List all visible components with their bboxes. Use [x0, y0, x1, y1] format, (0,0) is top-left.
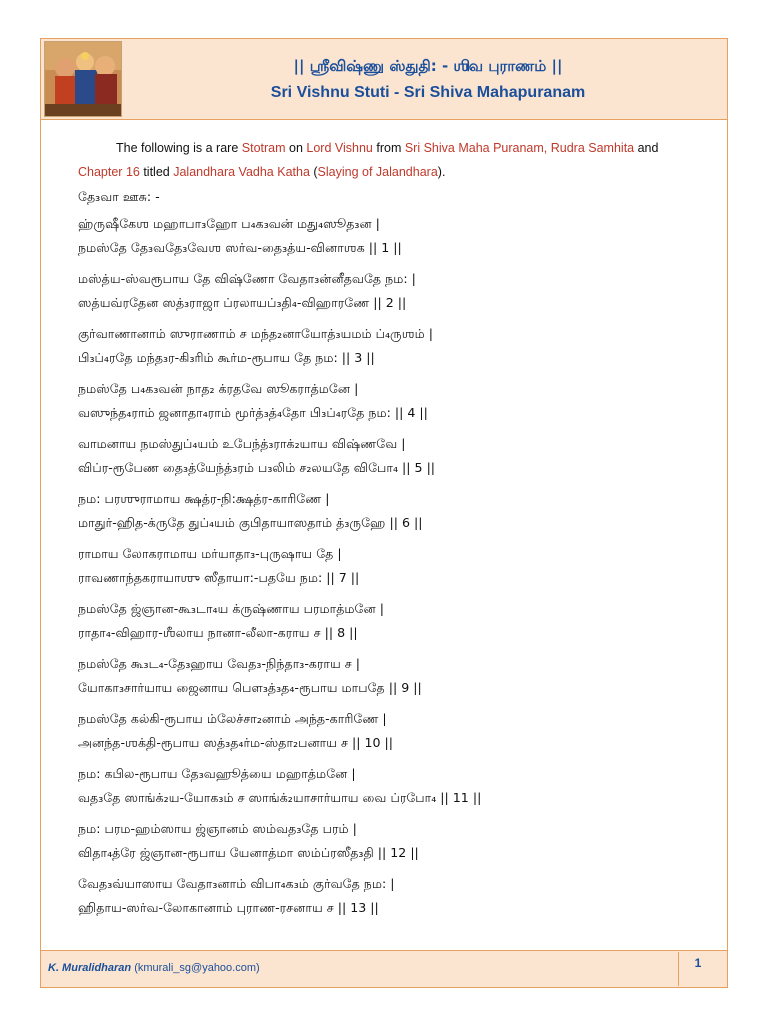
verse-line: நமஸ்தே கல்கி-ரூபாய ம்லேச்சா₂னாம் அந்த-காரிணே | — [78, 711, 387, 726]
verse-line: ராவணாந்தகராயாஶு ஸீதாயா:-பதயே நம: || 7 || — [78, 569, 360, 585]
verse-line: ஹிதாய-ஸர்வ-லோகானாம் புராண-ரசனாய ச || 13 || — [78, 899, 379, 915]
intro-text: from — [372, 141, 405, 155]
verse-line: நம: கபில-ரூபாய தே₃வஹூத்யை மஹாத்மனே | — [78, 766, 356, 781]
intro-highlight: Lord Vishnu — [306, 141, 373, 155]
verse-11 — [78, 762, 718, 809]
verse-line: வத₃தே ஸாங்க்₂ய-யோக₃ம் ச ஸாங்க்₂யாசார்யாய வை ப்ரபோ₄ || 11 || — [78, 789, 482, 805]
verse-2 — [78, 267, 718, 314]
footer-divider — [678, 952, 679, 986]
verse-line: நமஸ்தே ஜ்ஞான-கூ₃டா₄ய க்ருஷ்ணாய பரமாத்மனே | — [78, 601, 384, 616]
verse-line: அனந்த-ஶக்தி-ரூபாய ஸத்₃த₄ர்ம-ஸ்தா₂பனாய ச || 10 || — [78, 734, 394, 750]
verse-1 — [78, 212, 718, 259]
page-title-english: Sri Vishnu Stuti - Sri Shiva Mahapuranam — [270, 84, 586, 101]
intro-text: titled — [139, 165, 174, 179]
verse-6 — [78, 487, 718, 534]
header-band — [40, 38, 728, 120]
intro-highlight: Chapter 16 — [78, 165, 140, 179]
verse-9 — [78, 652, 718, 699]
page-number: 1 — [694, 956, 702, 970]
verse-line: வேத₃வ்யாஸாய வேதா₃னாம் விபா₄க₃ம் குர்வதே நம: | — [78, 876, 395, 891]
intro-highlight: Slaying of Jalandhara — [317, 165, 438, 179]
intro-text: ). — [437, 165, 446, 179]
verse-line: நமஸ்தே கூ₃ட₄-தே₃ஹாய வேத₃-நிந்தா₃-கராய ச | — [78, 656, 361, 671]
verse-line: நம: பரஶுராமாய க்ஷத்ர-நி:க்ஷத்ர-காரிணே | — [78, 491, 330, 506]
intro-text: The following is a rare — [116, 141, 242, 155]
author-name: K. Muralidharan — [48, 962, 132, 974]
intro-highlight: Sri Shiva Maha Puranam, Rudra Samhita — [404, 141, 635, 155]
verse-line: குர்வாணானாம் ஸுராணாம் ச மந்த₂னாயோத்₃யமம் ப்₄ருஶம் | — [78, 326, 434, 341]
verse-12 — [78, 817, 718, 864]
verse-line: நம: பரம-ஹம்ஸாய ஜ்ஞானம் ஸம்வத₃தே பரம் | — [78, 821, 357, 836]
verse-line: ராமாய லோகராமாய மர்யாதா₃-புருஷாய தே | — [78, 546, 342, 561]
intro-paragraph — [78, 136, 698, 184]
verse-13 — [78, 872, 718, 919]
verse-5 — [78, 432, 718, 479]
verse-line: ஸத்யவ்ரதேன ஸத்₃ராஜா ப்ரலாயப்₃தி₄-விஹாரணே || 2 || — [78, 294, 407, 310]
intro-highlight: Stotram — [241, 141, 286, 155]
verse-line: பி₃ப்₄ரதே மந்த₃ர-கி₃ரிம் கூர்ம-ரூபாய தே நம: || 3 || — [78, 349, 375, 365]
verse-line: வஸுந்த₄ராம் ஜனாதா₄ராம் மூர்த்₃த்₄தோ பி₃ப்₄ரதே நம: || 4 || — [78, 404, 428, 420]
page-title-tamil: || ஸ்ரீவிஷ்ணு ஸ்துதி: - ஶிவ புராணம் || — [293, 57, 563, 75]
verse-4 — [78, 377, 718, 424]
deity-painting-icon — [44, 41, 122, 117]
verse-line: யோகா₃சார்யாய ஜைனாய பௌ₃த்₃த₄-ரூபாய மாபதே || 9 || — [78, 679, 422, 695]
verse-heading: தே₃வா ஊசு: - — [78, 189, 160, 204]
verse-section — [78, 184, 718, 927]
verse-3 — [78, 322, 718, 369]
author-email[interactable]: (kmurali_sg@yahoo.com) — [134, 962, 260, 974]
intro-text: ( — [309, 165, 318, 179]
verse-8 — [78, 597, 718, 644]
verse-line: மாதுர்-ஹித-க்ருதே துப்₄யம் குபிதாயாஸதாம் த்₃ருஹே || 6 || — [78, 514, 423, 530]
intro-text: on — [285, 141, 307, 155]
verse-10 — [78, 707, 718, 754]
verse-line: விப்ர-ரூபேண தை₃த்யேந்த்₃ரம் ப₃லிம் ச₂லயதே விபோ₄ || 5 || — [78, 459, 436, 475]
verse-line: நமஸ்தே ப₄க₃வன் நாத₂ க்ரதவே ஸூகராத்மனே | — [78, 381, 359, 396]
verse-7 — [78, 542, 718, 589]
verse-line: விதா₄த்ரே ஜ்ஞான-ரூபாய யேனாத்மா ஸம்ப்ரஸீத₃தி || 12 || — [78, 844, 419, 860]
verse-line: வாமனாய நமஸ்துப்₄யம் உபேந்த்₃ராக்₂யாய விஷ்ணவே | — [78, 436, 406, 451]
verse-line: ஹ்ருஷீகேஶ மஹாபா₃ஹோ ப₄க₃வன் மது₄ஸூத₃ன | — [78, 216, 380, 231]
footer-author — [48, 962, 260, 974]
verse-line: ராதா₄-விஹார-ஶீலாய நானா-லீலா-கராய ச || 8 || — [78, 624, 358, 640]
intro-text: and — [634, 141, 659, 155]
verse-line: மஸ்த்ய-ஸ்வரூபாய தே விஷ்ணோ வேதா₃ன்னீதவதே நம: | — [78, 271, 416, 286]
verse-line: நமஸ்தே தே₃வதே₃வேஶ ஸர்வ-தை₃த்ய-வினாஶக || 1 || — [78, 239, 402, 255]
intro-highlight: Jalandhara Vadha Katha — [173, 165, 310, 179]
